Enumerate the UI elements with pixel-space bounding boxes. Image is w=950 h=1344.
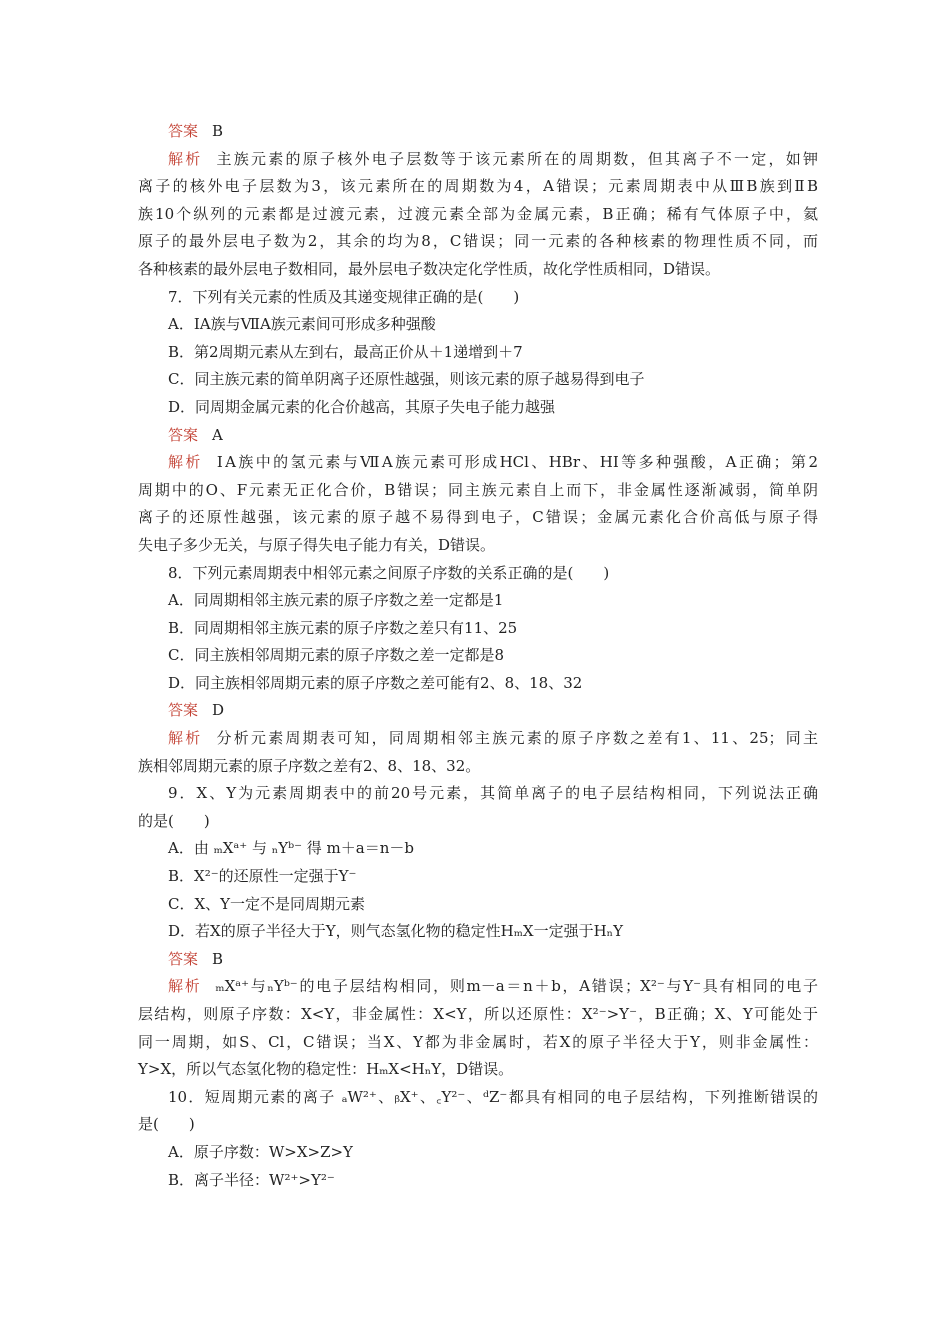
q8-option-d: D．同主族相邻周期元素的原子序数之差可能有2、8、18、32 [168,673,583,692]
q9-analysis-line: 解析 ₘXᵃ⁺与ₙYᵇ⁻的电子层结构相同，则m－a＝n＋b，A错误；X²⁻与Y⁻具有相同的电子 [168,977,818,996]
q6-analysis-line: 离子的核外电子层数为3，该元素所在的周期数为4，A错误；元素周期表中从ⅢB族到ⅡB [138,177,818,196]
q6-answer [138,118,818,146]
answer-label: 答案 [168,122,199,140]
answer-value: B [212,122,224,140]
q10-stem: 是( ) [138,1115,195,1134]
answer-value: B [212,949,224,968]
q8-stem: 8．下列元素周期表中相邻元素之间原子序数的关系正确的是( ) [168,563,610,582]
q7-analysis-line: 失电子多少无关，与原子得失电子能力有关，D错误。 [138,535,496,554]
document-page [138,118,818,1194]
q7-option-d: D．同周期金属元素的化合价越高，其原子失电子能力越强 [168,397,556,416]
q8-answer [138,697,818,725]
analysis-label: 解析 [168,149,203,168]
q6-analysis-line: 解析 主族元素的原子核外电子层数等于该元素所在的周期数，但其离子不一定，如钾 [168,149,818,168]
q7-analysis-line: 周期中的O、F元素无正化合价，B错误；同主族元素自上而下，非金属性逐渐减弱，简单阴 [138,480,818,499]
q6-analysis-line: 各种核素的最外层电子数相同，最外层电子数决定化学性质，故化学性质相同，D错误。 [138,259,721,278]
answer-label: 答案 [168,701,199,720]
q7-option-b: B．第2周期元素从左到右，最高正价从＋1递增到＋7 [168,342,523,361]
answer-label: 答案 [168,425,199,444]
q7-answer [138,422,818,450]
q8-option-b: B．同周期相邻主族元素的原子序数之差只有11、25 [168,618,518,637]
q9-stem: 的是( ) [138,811,210,830]
q9-analysis-line: Y>X，所以气态氢化物的稳定性：HₘX<HₙY，D错误。 [138,1060,514,1079]
answer-value: D [212,701,225,720]
answer-value: A [212,425,223,444]
q9-stem: 9．X、Y为元素周期表中的前20号元素，其简单离子的电子层结构相同，下列说法正确 [168,784,818,803]
q8-analysis-line: 解析 分析元素周期表可知，同周期相邻主族元素的原子序数之差有1、11、25；同主 [168,729,818,748]
q7-option-a: A．ⅠA族与ⅦA族元素间可形成多种强酸 [168,315,436,334]
q9-analysis-line: 同一周期，如S、Cl，C错误；当X、Y都为非金属时，若X的原子半径大于Y，则非金属性： [138,1032,818,1051]
analysis-label: 解析 [168,977,202,996]
analysis-label: 解析 [168,729,203,748]
answer-label: 答案 [168,949,199,968]
q9-option-c: C．X、Y一定不是同周期元素 [168,894,366,913]
q6-analysis-line: 原子的最外层电子数为2，其余的均为8，C错误；同一元素的各种核素的物理性质不同，而 [138,232,818,251]
analysis-label: 解析 [168,453,203,472]
q7-option-c: C．同主族元素的简单阴离子还原性越强，则该元素的原子越易得到电子 [168,370,645,389]
q9-analysis-line: 层结构，则原子序数：X<Y，非金属性：X<Y，所以还原性：X²⁻>Y⁻，B正确；X、Y可能处于 [138,1005,818,1023]
q9-option-b: B．X²⁻的还原性一定强于Y⁻ [168,867,357,886]
q8-option-a: A．同周期相邻主族元素的原子序数之差一定都是1 [168,591,504,610]
q9-option-a: A．由 ₘXᵃ⁺ 与 ₙYᵇ⁻ 得 m＋a＝n－b [168,839,414,858]
q10-option-a: A．原子序数：W>X>Z>Y [168,1142,353,1161]
q10-option-b: B．离子半径：W²⁺>Y²⁻ [168,1170,335,1189]
q8-option-c: C．同主族相邻周期元素的原子序数之差一定都是8 [168,646,505,665]
q9-option-d: D．若X的原子半径大于Y，则气态氢化物的稳定性HₘX一定强于HₙY [168,922,624,941]
q7-analysis-line: 离子的还原性越强，该元素的原子越不易得到电子，C错误；金属元素化合价高低与原子得 [138,508,818,527]
q7-stem: 7．下列有关元素的性质及其递变规律正确的是( ) [168,287,520,306]
q7-analysis-line: 解析 ⅠA族中的氢元素与ⅦA族元素可形成HCl、HBr、HI等多种强酸，A正确；第2 [168,453,818,472]
q6-analysis-line: 族10个纵列的元素都是过渡元素，过渡元素全部为金属元素，B正确；稀有气体原子中，氦 [138,204,818,223]
q9-answer [138,946,818,974]
q10-stem: 10．短周期元素的离子 ₐW²⁺、ᵦX⁺、꜀Y²⁻、ᵈZ⁻都具有相同的电子层结构，下列推断错误的 [168,1087,818,1106]
q8-analysis-line: 族相邻周期元素的原子序数之差有2、8、18、32。 [138,756,481,775]
